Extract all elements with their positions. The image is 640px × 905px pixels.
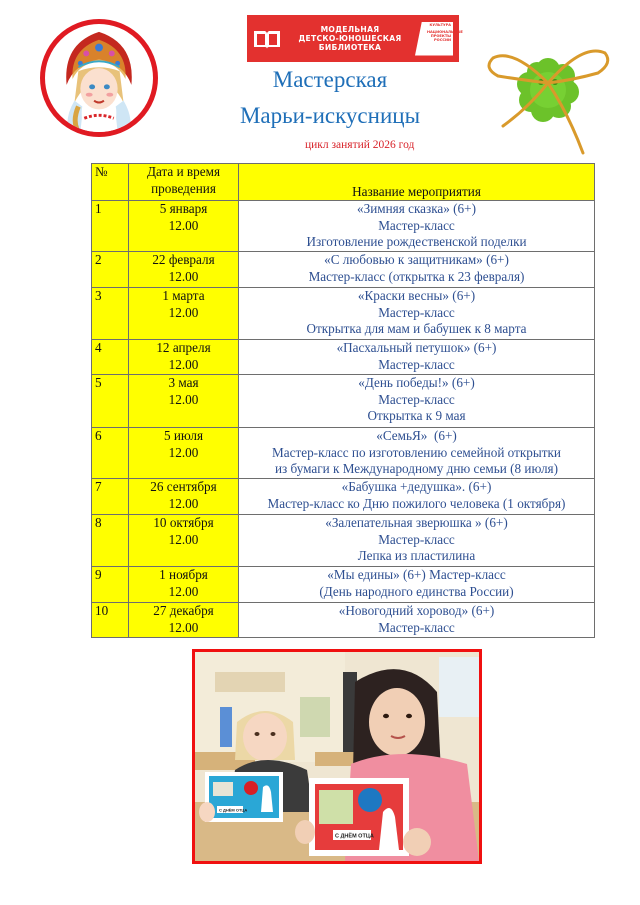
children-with-cards-photo [195, 652, 479, 861]
row-event [239, 428, 595, 479]
row-number: 7 [92, 479, 129, 515]
event-title: «Бабушка +дедушка». (6+) [341, 479, 492, 494]
date-text: 27 декабря [153, 603, 214, 618]
row-number: 4 [92, 340, 129, 375]
table-row [92, 428, 595, 479]
national-projects-badge [413, 22, 463, 56]
badge-projects-label: НАЦИОНАЛЬНЫЕ ПРОЕКТЫ РОССИИ [427, 29, 463, 42]
row-event [239, 515, 595, 567]
row-date [129, 375, 239, 428]
time-text: 12.00 [168, 356, 199, 372]
open-book-icon [253, 28, 281, 50]
row-number: 3 [92, 288, 129, 340]
library-name [287, 25, 413, 52]
button-with-string-icon [473, 28, 618, 158]
time-text: 12.00 [168, 495, 199, 511]
table-row [92, 288, 595, 340]
event-title: «Зимняя сказка» (6+) [357, 201, 476, 216]
schedule-table [91, 163, 595, 638]
table-row [92, 567, 595, 603]
row-number: 10 [92, 603, 129, 638]
table-row [92, 479, 595, 515]
row-date [129, 252, 239, 288]
row-number: 2 [92, 252, 129, 288]
time-text: 12.00 [168, 217, 199, 233]
event-description: Изготовление рождественской поделки [306, 234, 527, 249]
row-event [239, 567, 595, 603]
event-description: Открытка к 9 мая [367, 408, 466, 423]
time-text: 12.00 [168, 391, 199, 407]
table-row [92, 515, 595, 567]
event-type: Мастер-класс по изготовлению семейной открытки [272, 444, 561, 460]
time-text: 12.00 [168, 304, 199, 320]
event-type: Мастер-класс [378, 391, 455, 407]
event-title: «Краски весны» (6+) [357, 288, 476, 303]
event-description: Открытка для мам и бабушек к 8 марта [306, 321, 527, 336]
table-row [92, 201, 595, 252]
row-date [129, 201, 239, 252]
event-type: Мастер-класс [378, 217, 455, 233]
date-text: 5 января [159, 201, 208, 216]
header-date-line-1: Дата и время [146, 164, 221, 179]
row-event [239, 340, 595, 375]
date-text: 12 апреля [156, 340, 211, 355]
event-type: Мастер-класс [378, 619, 455, 635]
page-subtitle: цикл занятий 2026 год [305, 139, 415, 151]
page-title-line-2: Марьи-искусницы [239, 103, 421, 128]
event-type: Мастер-класс (открытка к 23 февраля) [308, 268, 525, 284]
date-text: 3 мая [168, 375, 199, 390]
row-date [129, 288, 239, 340]
table-row [92, 252, 595, 288]
row-date [129, 479, 239, 515]
event-title: «Залепательная зверюшка » (6+) [325, 515, 508, 530]
time-text: 12.00 [168, 583, 199, 599]
event-title: «Пасхальный петушок» (6+) [336, 340, 497, 355]
button-with-string-emblem [473, 28, 618, 158]
header-number: № [92, 164, 129, 201]
event-title: «С любовью к защитникам» (6+) [324, 252, 509, 267]
row-number: 8 [92, 515, 129, 567]
event-description: из бумаги к Международному дню семьи (8 июля) [274, 461, 559, 476]
date-text: 26 сентября [150, 479, 217, 494]
event-title: «СемьЯ» (6+) [376, 428, 457, 443]
event-title: «Новогодний хоровод» (6+) [338, 603, 495, 618]
row-date [129, 340, 239, 375]
row-date [129, 603, 239, 638]
row-event [239, 479, 595, 515]
row-event [239, 252, 595, 288]
page-title-line-1: Мастерская [272, 67, 388, 92]
date-text: 1 ноября [159, 567, 208, 582]
event-title: «День победы!» (6+) [358, 375, 475, 390]
time-text: 12.00 [168, 619, 199, 635]
time-text: 12.00 [168, 444, 199, 460]
right-card-label: С ДНЁМ ОТЦА [335, 833, 374, 840]
row-event [239, 375, 595, 428]
header-date-line-2: проведения [151, 180, 216, 196]
date-text: 5 июля [163, 428, 204, 443]
date-text: 22 февраля [152, 252, 215, 267]
badge-culture-label: КУЛЬТУРА [429, 22, 451, 27]
table-header-row [92, 164, 595, 201]
workshop-photo [192, 649, 482, 864]
event-type: Мастер-класс ко Дню пожилого человека (1 октября) [267, 495, 566, 511]
row-event [239, 201, 595, 252]
row-event [239, 288, 595, 340]
date-text: 1 марта [162, 288, 205, 303]
event-description: Лепка из пластилина [357, 548, 476, 563]
logo-line-1: МОДЕЛЬНАЯ [320, 25, 380, 34]
logo-line-3: БИБЛИОТЕКА [318, 43, 382, 52]
date-text: 10 октября [153, 515, 214, 530]
time-text: 12.00 [168, 531, 199, 547]
header-date [129, 164, 239, 201]
row-number: 1 [92, 201, 129, 252]
left-card-label: С ДНЁМ ОТЦА [219, 807, 248, 813]
event-description: (День народного единства России) [319, 583, 514, 599]
row-date [129, 567, 239, 603]
table-row [92, 340, 595, 375]
row-number: 6 [92, 428, 129, 479]
event-title: «Мы едины» (6+) Мастер-класс [327, 567, 506, 582]
row-number: 9 [92, 567, 129, 603]
row-date [129, 515, 239, 567]
table-row [92, 603, 595, 638]
logo-line-2: ДЕТСКО-ЮНОШЕСКАЯ [298, 34, 402, 43]
event-type: Мастер-класс [378, 304, 455, 320]
table-row [92, 375, 595, 428]
event-type: Мастер-класс [378, 531, 455, 547]
event-type: Мастер-класс [378, 356, 455, 372]
library-logo [247, 15, 463, 62]
row-number: 5 [92, 375, 129, 428]
time-text: 12.00 [168, 268, 199, 284]
header-event-name: Название мероприятия [239, 164, 595, 201]
row-date [129, 428, 239, 479]
row-event [239, 603, 595, 638]
